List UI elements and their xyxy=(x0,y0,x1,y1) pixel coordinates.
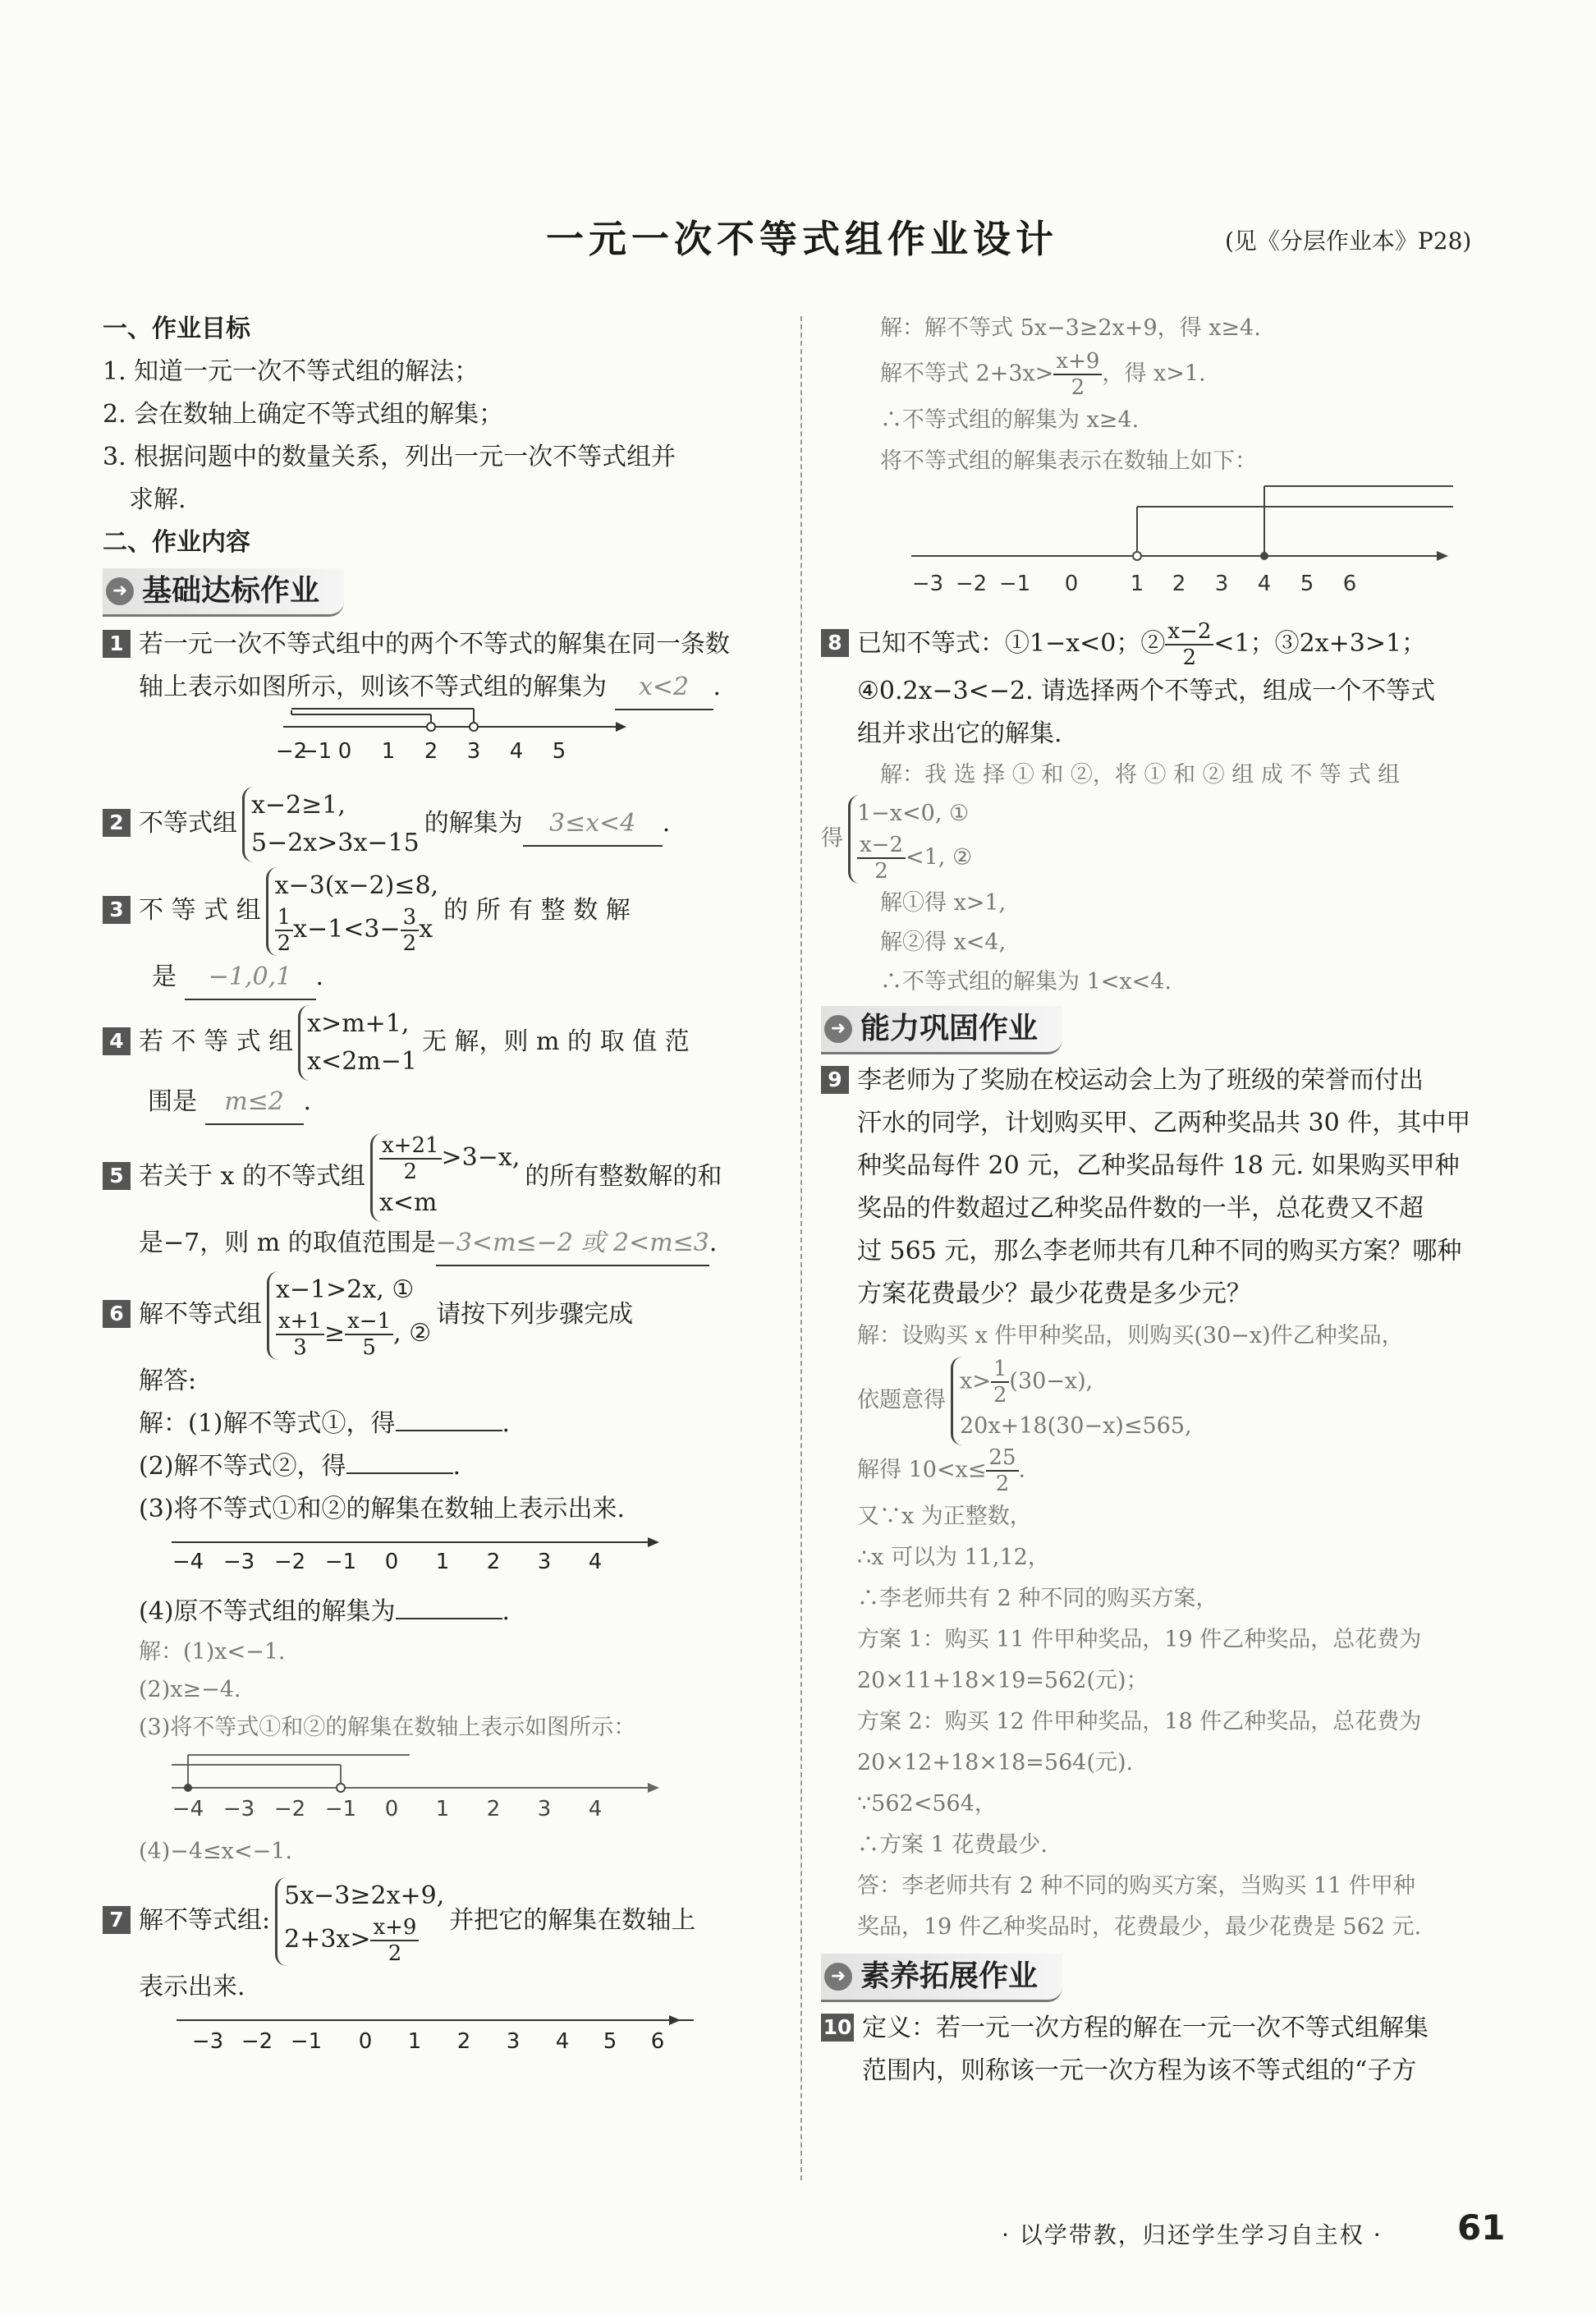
question-6-answer xyxy=(139,1633,784,1871)
answer-line: ∴不等式组的解集为 1<x<4. xyxy=(880,969,1172,994)
number-line-q7 xyxy=(103,2009,677,2058)
step-text: (4)原不等式组的解集为 xyxy=(139,1597,396,1626)
question-number: 8 xyxy=(821,629,849,657)
answer-line: 将不等式组的解集表示在数轴上如下： xyxy=(880,448,1257,474)
tick-label: 3 xyxy=(506,2029,521,2054)
fraction-numerator: 25 xyxy=(986,1445,1018,1472)
question-text: 范围内，则称该一元一次方程为该不等式组的“子方 xyxy=(862,2056,1417,2085)
arrow-icon: ➜ xyxy=(824,1015,852,1043)
question-8-answer xyxy=(821,756,1507,1002)
question-4-line2 xyxy=(103,1081,784,1125)
fraction-denominator: 2 xyxy=(403,1160,418,1184)
answer-line: 方案 2：购买 12 件甲种奖品，18 件乙种奖品，总花费为 xyxy=(857,1709,1422,1734)
fraction-numerator: x+1 xyxy=(276,1309,324,1335)
goal-item: 3. 根据问题中的数量关系，列出一元一次不等式组并 xyxy=(103,443,676,471)
answer-line: 解：(1)x<−1. xyxy=(139,1639,286,1665)
fraction-denominator: 2 xyxy=(1182,645,1197,670)
tick-label: 3 xyxy=(466,739,481,764)
question-text: 轴上表示如图所示，则该不等式组的解集为 xyxy=(139,673,607,701)
tick-label: 1 xyxy=(435,1797,450,1821)
tick-label: 2 xyxy=(1172,572,1186,596)
question-9 xyxy=(821,1059,1507,1102)
inequality: x−1<3− xyxy=(293,915,401,944)
answer-blank[interactable] xyxy=(346,1472,453,1474)
question-text: 种奖品每件 20 元，乙种奖品每件 18 元. 如果购买甲种 xyxy=(857,1151,1460,1180)
left-column xyxy=(103,308,784,2072)
question-text: 已知不等式：①1−x<0；② xyxy=(857,629,1166,658)
question-text: 若关于 x 的不等式组 xyxy=(139,1162,365,1191)
step-1: 解：(1)解不等式①，得 . xyxy=(139,1409,511,1438)
inequality: (30−x), xyxy=(1009,1368,1094,1394)
question-8 xyxy=(821,619,1507,670)
inequality-system xyxy=(242,787,420,862)
answer-line: (2)x≥−4. xyxy=(139,1677,241,1702)
tick-label: 1 xyxy=(407,2029,422,2054)
answer-line: (3)将不等式①和②的解集在数轴上表示如图所示： xyxy=(139,1715,636,1740)
tick-label: −1 xyxy=(998,572,1031,596)
question-text: 汗水的同学，计划购买甲、乙两种奖品共 30 件，其中甲 xyxy=(857,1109,1471,1137)
tick-label: 0 xyxy=(384,1797,399,1821)
question-end: . xyxy=(662,809,671,838)
tick-label: 1 xyxy=(1130,572,1144,596)
question-7 xyxy=(103,1877,784,1966)
question-7-answer xyxy=(821,308,1507,482)
fraction-denominator: 2 xyxy=(993,1383,1007,1408)
tick-label: 0 xyxy=(1064,572,1079,596)
question-1 xyxy=(103,623,784,666)
question-6 xyxy=(103,1271,784,1360)
tick-label: 5 xyxy=(552,739,566,764)
question-text: 是−7，则 m 的取值范围是 xyxy=(139,1229,436,1257)
answer-line: 又∵x 为正整数， xyxy=(857,1504,1032,1529)
tick-label: 4 xyxy=(509,739,524,764)
fraction-denominator: 3 xyxy=(293,1335,307,1360)
inequality: ≥ xyxy=(324,1319,346,1348)
question-3 xyxy=(103,867,784,956)
section-basic-title: 基础达标作业 xyxy=(142,574,320,608)
arrow-icon: ➜ xyxy=(106,577,134,605)
right-column xyxy=(821,308,1507,2092)
tick-label: −4 xyxy=(172,1797,204,1821)
question-3-line2 xyxy=(103,956,784,1000)
tick-label: 0 xyxy=(384,1550,399,1574)
tick-label: −2 xyxy=(273,1797,306,1821)
fraction-numerator: x−1 xyxy=(345,1309,393,1335)
question-text: 定义：若一元一次方程的解在一元一次不等式组解集 xyxy=(862,2014,1429,2042)
fraction-denominator: 2 xyxy=(402,931,417,956)
answer-line: ∵562<564， xyxy=(857,1791,997,1817)
inequality: 2+3x> xyxy=(284,1925,371,1954)
goal-item: 1. 知道一元一次不等式组的解法； xyxy=(103,357,479,386)
fraction-denominator: 2 xyxy=(1071,375,1085,400)
tick-label: 2 xyxy=(424,739,438,764)
question-end: . xyxy=(303,1087,312,1116)
question-text: 是 xyxy=(152,962,177,991)
question-4 xyxy=(103,1005,784,1081)
question-text: 围是 xyxy=(148,1087,197,1116)
step-text: 解答: xyxy=(139,1366,197,1395)
inequality: 5−2x>3x−15 xyxy=(251,829,420,857)
answer-line: 方案 1：购买 11 件甲种奖品，19 件乙种奖品，总花费为 xyxy=(857,1627,1422,1652)
question-text: 并把它的解集在数轴上 xyxy=(449,1906,696,1935)
question-number: 7 xyxy=(103,1906,131,1934)
page-number: 61 xyxy=(1457,2207,1506,2248)
tick-label: 2 xyxy=(456,2029,471,2054)
question-5 xyxy=(103,1133,784,1222)
answer-line: 解得 10<x≤ $\frac{25}{2}$ . xyxy=(857,1445,1026,1496)
question-end: . xyxy=(315,962,324,991)
inequality: <1, ② xyxy=(906,844,973,870)
question-text: <1；③2x+3>1； xyxy=(1213,629,1427,658)
fraction-denominator: 2 xyxy=(277,931,291,956)
tick-label: −1 xyxy=(324,1550,357,1574)
question-end: . xyxy=(709,1229,718,1257)
fraction-numerator: x−2 xyxy=(1165,619,1213,645)
tick-label: 5 xyxy=(1300,572,1314,596)
tick-label: 3 xyxy=(537,1550,552,1574)
question-number: 10 xyxy=(821,2014,854,2042)
inequality: x> xyxy=(960,1368,991,1394)
answer-line: ∴不等式组的解集为 x≥4. xyxy=(880,407,1140,433)
inequality-system xyxy=(267,1271,431,1360)
inequality: 1−x<0, ① xyxy=(857,801,970,826)
inequality: 5x−3≥2x+9, xyxy=(284,1881,445,1910)
question-text: 组并求出它的解集. xyxy=(857,719,1062,748)
question-text: 不 等 式 组 xyxy=(139,896,261,925)
number-line-q7-answer xyxy=(903,482,1494,605)
fraction-numerator: x+9 xyxy=(1053,349,1102,375)
question-number: 4 xyxy=(103,1027,131,1055)
question-end: . xyxy=(713,673,722,701)
question-text: 的解集为 xyxy=(424,809,523,838)
fraction-denominator: 2 xyxy=(874,859,888,884)
number-line-q6-answer xyxy=(139,1747,664,1821)
inequality: x<2m−1 xyxy=(307,1047,417,1076)
question-text: 奖品的件数超过乙种奖品件数的一半，总花费又不超 xyxy=(857,1194,1424,1223)
question-number: 3 xyxy=(103,896,131,924)
inequality-system xyxy=(266,867,438,956)
question-number: 2 xyxy=(103,809,131,837)
question-number: 6 xyxy=(103,1300,131,1328)
answer-blank[interactable] xyxy=(396,1618,502,1619)
inequality: x xyxy=(419,915,433,944)
tick-label: −2 xyxy=(955,572,988,596)
inequality-system xyxy=(275,1877,444,1966)
tick-label: 1 xyxy=(381,739,396,764)
question-text: 解不等式组: xyxy=(139,1906,271,1935)
question-text: 若 不 等 式 组 xyxy=(139,1027,294,1056)
inequality: x>m+1, xyxy=(307,1009,410,1038)
answer-line: (4)−4≤x<−1. xyxy=(139,1839,292,1864)
answer-line xyxy=(880,349,1507,400)
question-5-line2 xyxy=(103,1222,784,1266)
question-2 xyxy=(103,787,784,862)
inequality: >3−x, xyxy=(441,1143,521,1172)
question-6-steps xyxy=(103,1360,784,1871)
tick-label: 1 xyxy=(435,1550,450,1574)
question-number: 1 xyxy=(103,630,131,658)
page-title: 一元一次不等式组作业设计 xyxy=(546,217,1058,261)
answer-line: 奖品，19 件乙种奖品时，花费最少，最少花费是 562 元. xyxy=(857,1914,1422,1940)
question-9-answer xyxy=(821,1316,1507,1948)
inequality-system xyxy=(951,1357,1192,1445)
tick-label: 4 xyxy=(555,2029,570,2054)
answer-fill: −1,0,1 xyxy=(185,956,316,1000)
answer-system xyxy=(821,795,1507,884)
tick-label: −1 xyxy=(290,2029,323,2054)
fraction-denominator: 2 xyxy=(995,1472,1010,1496)
inequality: x<m xyxy=(379,1188,438,1217)
tick-label: 2 xyxy=(486,1797,501,1821)
step-2: (2)解不等式②，得 . xyxy=(139,1452,461,1481)
answer-fill: m≤2 xyxy=(205,1081,304,1125)
number-line-q1 xyxy=(275,710,628,768)
step-text: (2)解不等式②，得 xyxy=(139,1452,346,1481)
tick-label: −3 xyxy=(191,2029,224,2054)
goal-item: 2. 会在数轴上确定不等式组的解集； xyxy=(103,400,504,429)
goal-heading: 一、作业目标 xyxy=(103,315,250,343)
inequality: , ② xyxy=(393,1319,432,1348)
tick-label: 0 xyxy=(337,739,352,764)
tick-label: 6 xyxy=(1342,572,1357,596)
answer-text: 解不等式 2+3x> xyxy=(880,361,1054,387)
section-extend-title: 素养拓展作业 xyxy=(860,1959,1039,1993)
inequality-system xyxy=(848,795,972,884)
tick-label: 3 xyxy=(1214,572,1229,596)
answer-text: ，得 x>1. xyxy=(1102,361,1206,387)
tick-label: −2 xyxy=(241,2029,273,2054)
fraction-numerator: x−2 xyxy=(857,833,906,859)
answer-text: 得 xyxy=(821,825,843,852)
tick-label: −1 xyxy=(300,739,332,764)
question-text: 不等式组 xyxy=(139,809,237,838)
question-1-line2 xyxy=(103,666,784,710)
tick-label: −2 xyxy=(273,1550,306,1574)
question-text: 若一元一次不等式组中的两个不等式的解集在同一条数 xyxy=(139,630,730,659)
inequality: x−1>2x, ① xyxy=(276,1275,415,1304)
question-text: 表示出来. xyxy=(139,1973,245,2001)
tick-label: −3 xyxy=(222,1797,255,1821)
answer-line: 答：李老师共有 2 种不同的购买方案，当购买 11 件甲种 xyxy=(857,1873,1415,1899)
answer-text: 解得 10<x≤ xyxy=(857,1457,987,1483)
answer-line: 解：解不等式 5x−3≥2x+9，得 x≥4. xyxy=(880,315,1261,341)
answer-fill: x<2 xyxy=(615,666,713,710)
answer-line: 20×11+18×19=562(元)； xyxy=(857,1668,1149,1693)
tick-label: 6 xyxy=(650,2029,665,2054)
section-consolidate xyxy=(821,1005,1507,1054)
fraction-numerator: x+9 xyxy=(370,1915,419,1941)
content-heading: 二、作业内容 xyxy=(103,528,250,557)
tick-label: −2 xyxy=(275,739,308,764)
tick-label: 2 xyxy=(486,1550,501,1574)
question-text: 无 解，则 m 的 取 值 范 xyxy=(421,1027,690,1056)
inequality: x−3(x−2)≤8, xyxy=(274,871,439,900)
section-consolidate-title: 能力巩固作业 xyxy=(860,1012,1039,1045)
number-line-q6 xyxy=(139,1531,664,1577)
inequality-system xyxy=(298,1005,417,1081)
arrow-icon: ➜ xyxy=(824,1963,852,1991)
tick-label: −3 xyxy=(222,1550,255,1574)
answer-line: ∴方案 1 花费最少. xyxy=(857,1832,1048,1858)
tick-label: −4 xyxy=(172,1550,204,1574)
inequality: x−2≥1, xyxy=(251,791,346,820)
answer-blank[interactable] xyxy=(396,1430,502,1431)
tick-label: 0 xyxy=(358,2029,373,2054)
inequality: 20x+18(30−x)≤565, xyxy=(960,1413,1192,1439)
step-text: (3)将不等式①和②的解集在数轴上表示出来. xyxy=(139,1495,626,1523)
answer-text: 依题意得 xyxy=(857,1387,946,1413)
question-10 xyxy=(821,2007,1507,2050)
section-extend xyxy=(821,1953,1507,2002)
answer-line: 20×12+18×18=564(元). xyxy=(857,1750,1134,1775)
fraction-numerator: 1 xyxy=(991,1357,1010,1383)
question-text: 过 565 元，那么李老师共有几种不同的购买方案？哪种 xyxy=(857,1237,1462,1265)
answer-fill: 3≤x<4 xyxy=(523,802,663,847)
tick-label: 4 xyxy=(588,1797,603,1821)
section-basic xyxy=(103,567,784,617)
inequality-system xyxy=(370,1133,520,1222)
question-text: 方案花费最少？最少花费是多少元？ xyxy=(857,1279,1251,1308)
goal-item: 求解. xyxy=(129,485,186,514)
answer-system xyxy=(857,1357,1507,1445)
fraction-numerator: x+21 xyxy=(379,1133,442,1160)
fraction-denominator: 2 xyxy=(388,1941,402,1966)
question-text: 的所有整数解的和 xyxy=(525,1162,722,1191)
fraction-numerator: 3 xyxy=(401,905,420,931)
tick-label: 3 xyxy=(537,1797,552,1821)
fraction-denominator: 5 xyxy=(362,1335,376,1360)
answer-line: ∴x 可以为 11,12， xyxy=(857,1545,1050,1570)
answer-line: 解：设购买 x 件甲种奖品，则购买(30−x)件乙种奖品， xyxy=(857,1323,1404,1348)
step-text: 解：(1)解不等式①，得 xyxy=(139,1409,396,1438)
answer-line: 解②得 x<4, xyxy=(880,930,1007,955)
tick-label: 4 xyxy=(588,1550,603,1574)
question-text: ④0.2x−3<−2. 请选择两个不等式，组成一个不等式 xyxy=(857,677,1436,705)
question-number: 5 xyxy=(103,1162,131,1190)
tick-label: 4 xyxy=(1257,572,1272,596)
answer-line: ∴李老师共有 2 种不同的购买方案， xyxy=(857,1586,1218,1611)
question-number: 9 xyxy=(821,1066,849,1094)
question-text: 李老师为了奖励在校运动会上为了班级的荣誉而付出 xyxy=(857,1066,1424,1095)
column-divider xyxy=(800,316,802,2180)
tick-label: 5 xyxy=(603,2029,617,2054)
answer-line: 解：我 选 择 ① 和 ②，将 ① 和 ② 组 成 不 等 式 组 xyxy=(880,762,1401,788)
tick-label: −1 xyxy=(324,1797,357,1821)
question-text: 的 所 有 整 数 解 xyxy=(443,896,631,925)
footer-slogan: · 以学带教，归还学生学习自主权 · xyxy=(1002,2221,1383,2248)
answer-line: 解①得 x>1, xyxy=(880,890,1007,916)
tick-label: −3 xyxy=(911,572,944,596)
question-text: 请按下列步骤完成 xyxy=(436,1300,634,1329)
reference-note: (见《分层作业本》P28) xyxy=(1225,227,1472,255)
question-text: 解不等式组 xyxy=(139,1300,262,1329)
fraction-numerator: 1 xyxy=(275,905,294,931)
step-4: (4)原不等式组的解集为 . xyxy=(139,1597,511,1626)
answer-fill: −3<m≤−2 或 2<m≤3 xyxy=(436,1222,709,1266)
